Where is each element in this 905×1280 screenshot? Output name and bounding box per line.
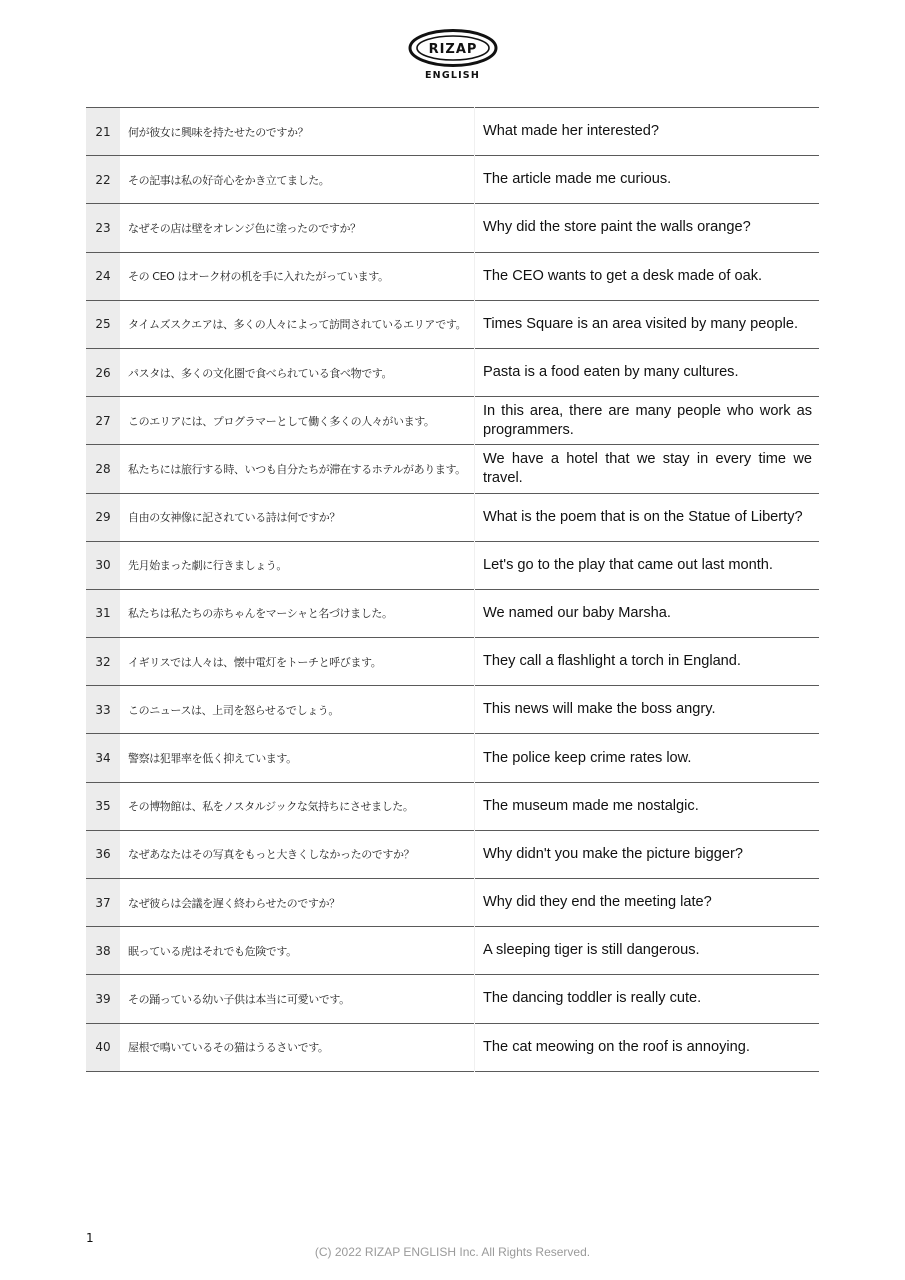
row-number: 40 [86, 1023, 120, 1071]
table-row [86, 830, 819, 878]
english-sentence: In this area, there are many people who work as programmers. [483, 402, 812, 438]
row-number: 31 [86, 589, 120, 637]
japanese-sentence: 私たちは私たちの赤ちゃんをマーシャと名づけました。 [120, 589, 475, 637]
table-row [86, 541, 819, 589]
table-row [86, 638, 819, 686]
japanese-sentence: 何が彼女に興味を持たせたのですか？ [120, 108, 475, 156]
table-row [86, 589, 819, 637]
page-number: 1 [86, 1231, 94, 1245]
japanese-sentence: その踊っている幼い子供は本当に可愛いです。 [120, 975, 475, 1023]
english-sentence: The cat meowing on the roof is annoying. [483, 1038, 750, 1055]
japanese-sentence: このエリアには、プログラマーとして働く多くの人々がいます。 [120, 397, 475, 445]
logo [0, 28, 905, 81]
logo-text: RIZAP [428, 42, 477, 57]
japanese-sentence: このニュースは、上司を怒らせるでしょう。 [120, 686, 475, 734]
english-sentence: This news will make the boss angry. [483, 701, 716, 718]
english-sentence: A sleeping tiger is still dangerous. [483, 942, 700, 959]
japanese-sentence: 屋根で鳴いているその猫はうるさいです。 [120, 1023, 475, 1071]
table-row [86, 348, 819, 396]
row-number: 28 [86, 445, 120, 493]
row-number: 32 [86, 638, 120, 686]
row-number: 36 [86, 830, 120, 878]
japanese-sentence: 眠っている虎はそれでも危険です。 [120, 927, 475, 975]
row-number: 35 [86, 782, 120, 830]
english-sentence: The dancing toddler is really cute. [483, 990, 702, 1007]
english-sentence: We have a hotel that we stay in every time we travel. [483, 450, 812, 486]
english-sentence: They call a flashlight a torch in England. [483, 653, 741, 670]
table-row [86, 397, 819, 445]
english-sentence: The museum made me nostalgic. [483, 797, 699, 814]
row-number: 33 [86, 686, 120, 734]
english-sentence: Let's go to the play that came out last month. [483, 556, 773, 573]
table-row [86, 686, 819, 734]
row-number: 23 [86, 204, 120, 252]
japanese-sentence: イギリスでは人々は、懐中電灯をトーチと呼びます。 [120, 638, 475, 686]
english-sentence: What made her interested? [483, 123, 660, 140]
english-sentence: Pasta is a food eaten by many cultures. [483, 364, 739, 381]
table-row [86, 156, 819, 204]
japanese-sentence: なぜあなたはその写真をもっと大きくしなかったのですか？ [120, 830, 475, 878]
japanese-sentence: その記事は私の好奇心をかき立てました。 [120, 156, 475, 204]
row-number: 27 [86, 397, 120, 445]
table-row [86, 879, 819, 927]
table-row [86, 1023, 819, 1071]
row-number: 30 [86, 541, 120, 589]
english-sentence: Why did the store paint the walls orange? [483, 219, 751, 236]
row-number: 24 [86, 252, 120, 300]
japanese-sentence: 先月始まった劇に行きましょう。 [120, 541, 475, 589]
table-row [86, 204, 819, 252]
phrase-table-body [86, 108, 819, 1072]
japanese-sentence: その博物館は、私をノスタルジックな気持ちにさせました。 [120, 782, 475, 830]
japanese-sentence: その CEO はオーク材の机を手に入れたがっています。 [120, 252, 475, 300]
row-number: 34 [86, 734, 120, 782]
english-sentence: The CEO wants to get a desk made of oak. [483, 267, 763, 284]
row-number: 21 [86, 108, 120, 156]
copyright-notice: (C) 2022 RIZAP ENGLISH Inc. All Rights Reserved. [314, 1245, 591, 1259]
rizap-logo-emblem [408, 28, 498, 68]
japanese-sentence: なぜその店は壁をオレンジ色に塗ったのですか？ [120, 204, 475, 252]
english-sentence: Why did they end the meeting late? [483, 894, 712, 911]
table-row [86, 927, 819, 975]
english-sentence: The article made me curious. [483, 171, 672, 188]
row-number: 29 [86, 493, 120, 541]
japanese-sentence: パスタは、多くの文化圏で食べられている食べ物です。 [120, 348, 475, 396]
table-row [86, 782, 819, 830]
row-number: 26 [86, 348, 120, 396]
english-sentence: What is the poem that is on the Statue of Liberty? [483, 508, 803, 525]
table-row [86, 493, 819, 541]
english-sentence: The police keep crime rates low. [483, 749, 692, 766]
row-number: 25 [86, 300, 120, 348]
phrase-table [86, 107, 819, 1072]
english-sentence: Why didn't you make the picture bigger? [483, 845, 743, 862]
table-row [86, 734, 819, 782]
table-row [86, 252, 819, 300]
japanese-sentence: 警察は犯罪率を低く抑えています。 [120, 734, 475, 782]
row-number: 22 [86, 156, 120, 204]
english-sentence: We named our baby Marsha. [483, 604, 671, 621]
table-row [86, 975, 819, 1023]
row-number: 38 [86, 927, 120, 975]
row-number: 39 [86, 975, 120, 1023]
table-row [86, 445, 819, 493]
english-sentence: Times Square is an area visited by many people. [483, 315, 799, 332]
japanese-sentence: タイムズスクエアは、多くの人々によって訪問されているエリアです。 [120, 300, 475, 348]
table-row [86, 300, 819, 348]
table-row [86, 108, 819, 156]
row-number: 37 [86, 879, 120, 927]
japanese-sentence: 自由の女神像に記されている詩は何ですか？ [120, 493, 475, 541]
japanese-sentence: なぜ彼らは会議を遅く終わらせたのですか？ [120, 879, 475, 927]
japanese-sentence: 私たちには旅行する時、いつも自分たちが滞在するホテルがあります。 [120, 445, 475, 493]
logo-subtitle: ENGLISH [424, 70, 481, 81]
